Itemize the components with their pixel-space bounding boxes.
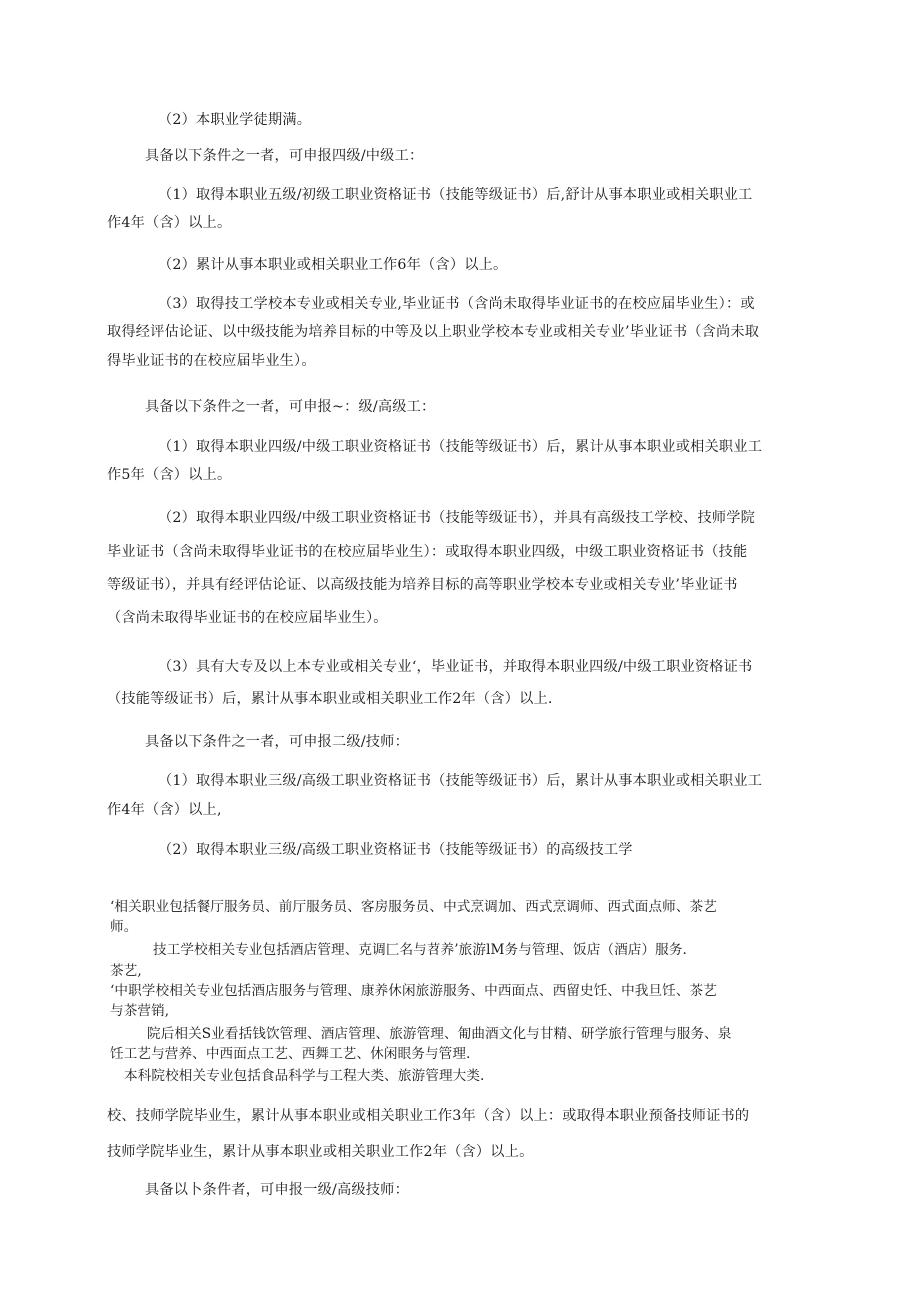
text-line-l3-item2b: 毕业证书（含尚未取得毕业证书的在校应届毕业生）：或取得本职业四级，中级工职业资格证书（技能 (107, 544, 748, 560)
text-line-l4-item3c: 得毕业证书的在校应届毕业生）。 (107, 353, 316, 369)
footnote-college-cont: 饪工艺与营养、中西面点工艺、西舞工艺、休闲眼务与管理. (110, 1046, 471, 1062)
heading-level1: 具备以卜条件者，可申报一级/高级技师： (145, 1182, 409, 1198)
text-line-apprenticeship: （2）本职业学徒期满。 (158, 112, 312, 128)
text-line-l2-item1a: （1）取得本职业三级/高级工职业资格证书（技能等级证书）后，累计从事本职业或相关职业工 (158, 773, 763, 789)
heading-level2: 具备以下条件之一者，可申报二级/技师： (145, 734, 409, 750)
text-line-continuation-a: 校、技师学院毕业生，累计从事本职业或相关职业工作3年（含）以上：或取得本职业预备技师证书的 (107, 1108, 750, 1124)
heading-level3: 具备以下条件之一者，可申报~：级/高级工： (145, 399, 436, 415)
text-line-l4-item2: （2）累计从事本职业或相关职业工作6年（含）以上。 (158, 257, 508, 273)
text-line-l3-item2c: 等级证书），并具有经评估论证、以高级技能为培养目标的高等职业学校本专业或相关专业’毕业证书 (107, 577, 738, 593)
footnote-vocational-school: ‘中职学校相关专业包括酒店服务与管理、康养休闲旅游服务、中西面点、西留史饪、中我旦饪、茶艺 (110, 983, 717, 999)
text-line-continuation-b: 技师学院毕业生，累计从事本职业或相关职业工作2年（含）以上。 (107, 1144, 534, 1160)
footnote-technical-school-cont: 茶艺, (110, 963, 142, 979)
text-line-l3-item3a: （3）具有大专及以上本专业或相关专业‘，毕业证书，并取得本职业四级/中级工职业资格证书 (158, 659, 753, 675)
text-line-l3-item1a: （1）取得本职业四级/中级工职业资格证书（技能等级证书）后，累计从事本职业或相关职业工 (158, 439, 763, 455)
text-line-l3-item3b: （技能等级证书）后，累计从事本职业或相关职业工作2年（含）以上. (107, 691, 553, 707)
text-line-l4-item3b: 取得经评估论证、以中级技能为培养目标的中等及以上职业学校本专业或相关专业’毕业证书（含尚未取 (107, 324, 760, 340)
text-line-l3-item2d: （含尚未取得毕业证书的在校应届毕业生）。 (107, 610, 388, 626)
text-line-l2-item2: （2）取得本职业三级/高级工职业资格证书（技能等级证书）的高级技工学 (158, 842, 633, 858)
footnote-college: 院后相关S业看括钱饮管理、酒店管理、旅游管理、匍曲酒文化与甘精、研学旅行管理与服务、泉 (147, 1026, 732, 1042)
text-line-l4-item3a: （3）取得技工学校本专业或相关专业,毕业证书（含尚未取得毕业证书的在校应届毕业生）：或 (158, 296, 755, 312)
footnote-related-occupations: ‘相关职业包括餐厅服务员、前厅服务员、客房服务员、中式烹调加、西式烹调师、西式面点师、茶艺 (110, 899, 717, 915)
text-line-l2-item1b: 作4年（含）以上, (107, 802, 222, 818)
heading-level4: 具备以下条件之一者，可申报四级/中级工： (145, 148, 424, 164)
footnote-vocational-school-cont: 与茶营销, (110, 1003, 170, 1019)
text-line-l4-item1b: 作4年（含）以上。 (107, 215, 232, 231)
text-line-l4-item1a: （1）取得本职业五级/初级工职业资格证书（技能等级证书）后,舒计从事本职业或相关职业工 (158, 187, 753, 203)
footnote-related-occupations-cont: 师。 (110, 919, 138, 935)
footnote-university: 本科院校相关专业包括食品科学与工程大类、旅游管理大类. (124, 1068, 485, 1084)
footnote-technical-school: 技工学校相关专业包括酒店管理、克调匚名与苕养’旅游lM务与管理、饭店（酒店）服务. (153, 942, 687, 958)
text-line-l3-item2a: （2）取得本职业四级/中级工职业资格证书（技能等级证书），并具有高级技工学校、技师学院 (158, 510, 755, 526)
text-line-l3-item1b: 作5年（含）以上。 (107, 467, 232, 483)
